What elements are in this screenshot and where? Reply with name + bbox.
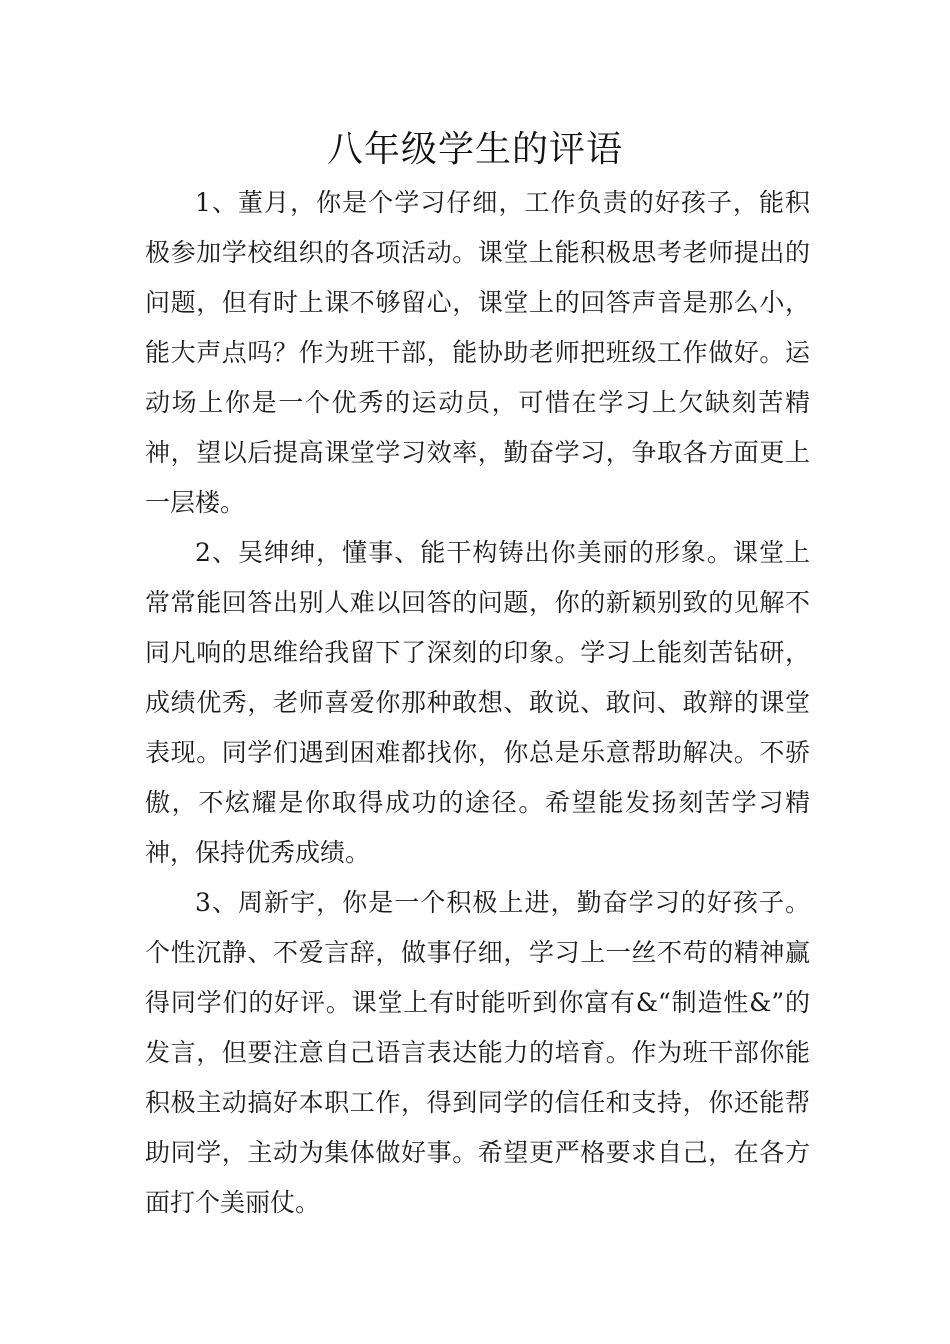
comment-paragraph-3: 3、周新宇，你是一个积极上进，勤奋学习的好孩子。个性沉静、不爱言辞，做事仔细，学习上一丝不苟的精神赢得同学们的好评。课堂上有时能听到你富有&“制造性&”的发言，但要注意自己语言表达能力的培育。作为班干部你能积极主动搞好本职工作，得到同学的信任和支持，你还能帮助同学，主动为集体做好事。希望更严格要求自己，在各方面打个美丽仗。 — [145, 888, 810, 1217]
comment-paragraph-1: 1、董月，你是个学习仔细，工作负责的好孩子，能积极参加学校组织的各项活动。课堂上能积极思考老师提出的问题，但有时上课不够留心，课堂上的回答声音是那么小，能大声点吗？作为班干部，能协助老师把班级工作做好。运动场上你是一个优秀的运动员，可惜在学习上欠缺刻苦精神，望以后提高课堂学习效率，勤奋学习，争取各方面更上一层楼。 — [145, 188, 810, 517]
document-body — [145, 178, 810, 1228]
document-title: 八年级学生的评语 — [326, 129, 623, 170]
comment-paragraph-2: 2、吴绅绅，懂事、能干构铸出你美丽的形象。课堂上常常能回答出别人难以回答的问题，你的新颖别致的见解不同凡响的思维给我留下了深刻的印象。学习上能刻苦钻研，成绩优秀，老师喜爱你那种敢想、敢说、敢问、敢辩的课堂表现。同学们遇到困难都找你，你总是乐意帮助解决。不骄傲，不炫耀是你取得成功的途径。希望能发扬刻苦学习精神，保持优秀成绩。 — [145, 538, 810, 867]
